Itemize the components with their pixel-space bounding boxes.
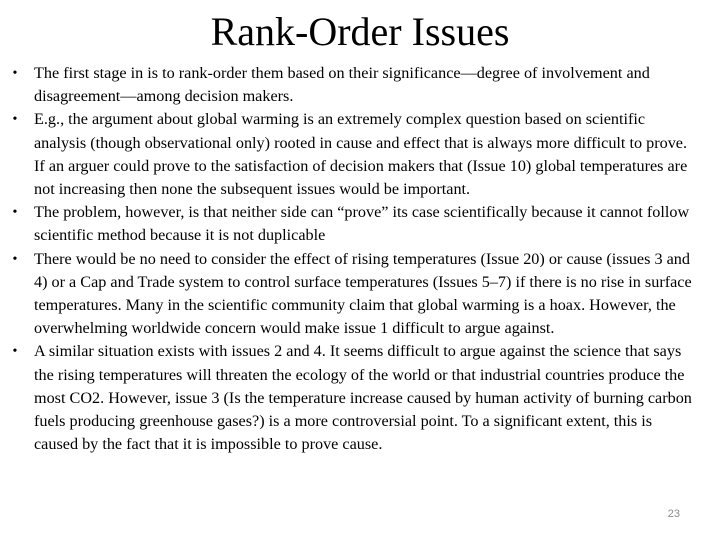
bullet-item: [8, 108, 698, 201]
bullet-dot-icon: •: [12, 112, 18, 128]
bullet-list: [8, 62, 698, 456]
bullet-item: [8, 62, 698, 108]
bullet-dot-icon: •: [12, 344, 18, 360]
bullet-dot-icon: •: [12, 205, 18, 221]
bullet-text: A similar situation exists with issues 2 and 4. It seems difficult to argue against the science that says the rising temperatures will threaten the ecology of the world or that industrial countries produce the most CO2. However, issue 3 (Is the temperature increase caused by human activity of burning carbon fuels producing greenhouse gases?) is a more controversial point. To a significant extent, this is caused by the fact that it is impossible to prove cause.: [34, 342, 692, 454]
bullet-item: [8, 248, 698, 341]
bullet-text: There would be no need to consider the effect of rising temperatures (Issue 20) or cause (issues 3 and 4) or a Cap and Trade system to control surface temperatures (Issues 5–7) if there is no rise in surface temperatures. Many in the scientific community claim that global warming is a hoax. However, the overwhelming worldwide concern would make issue 1 difficult to argue against.: [34, 249, 692, 338]
bullet-dot-icon: •: [12, 251, 18, 267]
bullet-text: The problem, however, is that neither side can “prove” its case scientifically because it cannot follow scientific method because it is not duplicable: [34, 203, 690, 245]
bullet-dot-icon: •: [12, 66, 18, 81]
bullet-item: [8, 340, 698, 456]
bullet-item: [8, 201, 698, 247]
slide-title: Rank-Order Issues: [210, 9, 510, 54]
bullet-text: E.g., the argument about global warming is an extremely complex question based on scientific analysis (though observational only) rooted in cause and effect that is always more difficult to prove. If an arguer could prove to the satisfaction of decision makers that (Issue 10) global temperatures are not increasing then none the subsequent issues would be important.: [34, 110, 688, 199]
bullet-text: The first stage in is to rank-order them based on their significance—degree of involvement and disagreement—among decision makers.: [34, 64, 650, 106]
page-number: 23: [667, 508, 680, 520]
